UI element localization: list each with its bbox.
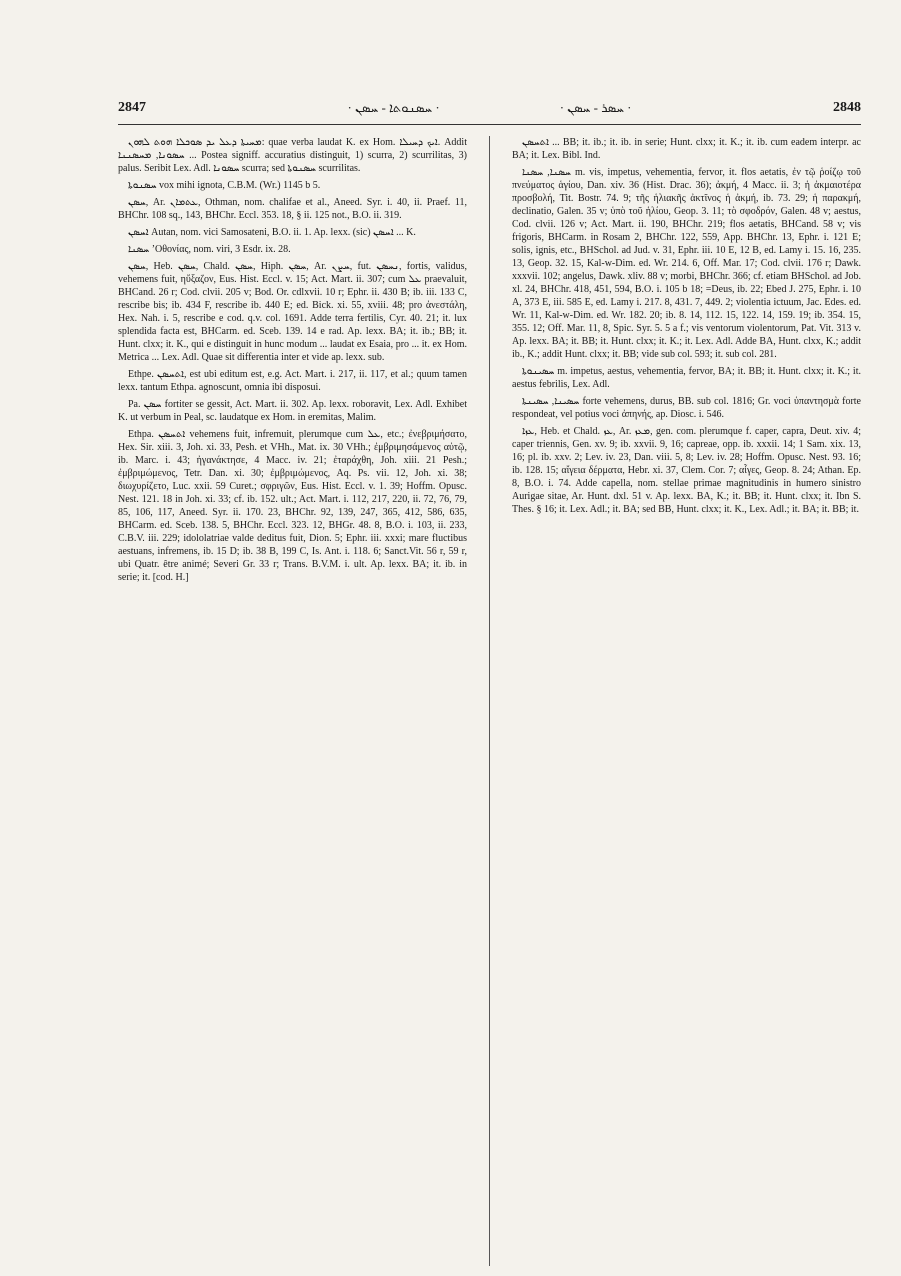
left-column — [118, 136, 467, 1266]
dictionary-entry: ܐܬܚܣܢ ... BB; it. ib.; it. ib. in serie; Hunt. clxx; it. K.; it. ib. cum eadem interpr. ac BA; it. Lex. Bibl. Ind. — [512, 137, 861, 161]
header-titles — [347, 100, 631, 116]
dictionary-entry: ܚܣܢ, Ar. ܥܬܡܐܢ, Othman, nom. chalifae et al., Aneed. Syr. i. 40, ii. Praef. 11, BHChr. 108 sq., 143, BHChr. Eccl. 353. 18, § ii. 125 not., B.O. ii. 319. — [118, 197, 467, 221]
dictionary-entry: Ethpa. ܐܬܚܣܢ vehemens fuit, infremuit, plerumque cum ܥܠ, etc.; ἐνεβριμήσατο, Hex. Sir. xiii. 3, Joh. xi. 33, Pesh. et VHh., Mat. ix. 30 VHh.; ἐμβριμησάμενος αὐτῷ, ib. Marc. i. 43; ἠγανάκτησε, 4 Macc. iv. 21; ἐταράχθη, Joh. xiii. 21 Pesh.; ἐμβριμώμενος, Tetr. Dan. xi. 30; ἐμβριμώμενος, Aq. Ps. vii. 12, Joh. xi. 38; διωχυρίζετο, Luc. xxii. 59 Curet.; σφριγῶν, Eus. Hist. Eccl. v. 1. 39; Hoffm. Opusc. Nest. 121. 18 in Joh. xi. 33; cf. ib. 152. ult.; Act. Mart. i. 112, 217, 220, ii. 72, 76, 79, 85, 106, 117, Aneed. Syr. ii. 170. 23, BHChr. 92, 139, 247, 365, 412, 586, 635, BHCarm. ed. Sceb. 138. 5, BHChr. Eccl. 323. 12, BHGr. 48. 8, B.O. i. 103, ii. 233, C.B.V. iii. 229; idololatriae valde deditus fuit, Dion. 5; Ephr. iii. xxxi; mare fluctibus aestuans, infremens, ib. 15 D; ib. 38 B, 199 C, Is. Ant. i. 118. 6; Sanct.Vit. 56 r, 59 r, ubi Quatr. être animé; Severi Gr. 33 r; Trans. B.V.M. i. ult. Ap. lexx. BA; it. ib. in serie; it. [cod. H.] — [118, 429, 467, 583]
dictionary-entry: Ethpe. ܐܬܚܣܢ, est ubi editum est, e.g. Act. Mart. i. 217, ii. 117, et al.; quum tamen lexx. tantum Ethpa. agnoscunt, omnia ibi disposui. — [118, 369, 467, 393]
dictionary-entry: ܚܣܝܢܐ, ܚܣܝܢܬܐ forte vehemens, durus, BB. sub col. 1816; Gr. voci ὑπαντησμὰ forte respondeat, vel potius voci ἀπηνής, ap. Diosc. i. 546. — [512, 396, 861, 420]
dictionary-entry: ܐܚܣܢ Autan, nom. vici Samosateni, B.O. ii. 1. Ap. lexx. (sic) ܐܚܣܢ ... K. — [128, 227, 416, 238]
page-header — [118, 96, 861, 120]
dictionary-entry: ܚܣܢܐ, ܚܣܢܐ m. vis, impetus, vehementia, fervor, it. flos aetatis, ἐν τῷ ῥοίζῳ τοῦ πνεύματος ἁγίου, Dan. xiv. 36 (Hist. Drac. 36); ἀκμή, 4 Macc. ii. 3; ἡ ἀκμαιοτέρα προσβολή, Tit. Bostr. 74. 9; τῆς ἡλιακῆς ἀκτῖνος ἡ ἀκμή, ib. 73. 29; ἡ παρακμή, declinatio, Galen. 35 v; ὑπὸ τοῦ ἡλίου, Geop. 3. 11; τὸ σφοδρόν, Galen. 48 v; aestus, Cod. clvii. 126 v; Act. Mart. ii. 190, BHChr. 219; flos aetatis, BHCand. 58 v; vis frigoris, BHCarm. in Rosam 2, BHChr. 122, 559, App. BHChr. 13, Ephr. i. 121 E; solis, ignis, etc., BHSchol. ad Jud. v. 31, Ephr. iii. 10 E, 12 B, ed. Lamy i. 15. 16, 235. 13, Geop. 32. 15, Kal-w-Dim. ed. Wr. 214. 6, Off. Mar. 17; Cod. clvii. 176 r; Dawk. xxxvii. 102; angelus, Dawk. xliv. 88 v; morbi, BHChr. 366; cf. etiam BHSchol. ad Job. xl. 24, BHChr. 418, 451, 594, B.O. i. 105 b 18; =Deus, ib. 22; Ebed J. 275, Ephr. i. 10 A, 373 E, iii. 585 E, ed. Lamy i. 217. 8, 431. 7, 449. 2; violentia ictuum, Jac. Edes. ed. Wr. 11, Kal-w-Dim. ed. Wr. 182. 20; ib. 8. 14, 112. 15, 122. 14, 159. 19; ib. 354. 15, 355. 12; Off. Mar. 11, 8, Spic. Syr. 5. 5 a f.; vis ventorum violentorum, Pat. Vit. 313 v. Ap. lexx. BA; it. BB; it. Hunt. clxx; it. K.; it. Lex. Adl. Adde BA, Hunt. clxx, K.; addit ib., K.; addit Hunt. clxx; it. BB; vide sub col. 593; it. sub col. 281. — [512, 167, 861, 360]
dictionary-entry: Pa. ܚܣܢ fortiter se gessit, Act. Mart. ii. 302. Ap. lexx. roboravit, Lex. Adl. Exhibet K. ut verbum in Peal, sc. laudatque ex Hom. in eremitas, Malim. — [118, 399, 467, 423]
two-column-body — [118, 136, 861, 1266]
left-page-number: 2847 — [118, 100, 146, 115]
dictionary-entry: ܚܣܢܘܬܐ vox mihi ignota, C.B.M. (Wr.) 1145 b 5. — [128, 180, 321, 191]
header-rule — [118, 124, 861, 125]
dictionary-entry: ܥܙܐ, Heb. et Chald. ܥܙ, Ar. ܡܥܙ, gen. com. plerumque f. caper, capra, Deut. xiv. 4; caper triennis, Gen. xv. 9; ib. xxvii. 9, 16; capreae, opp. ib. xxxii. 14; 1 Sam. xix. 13, 16; pl. ib. xxv. 2; Lev. iv. 23, Dan. viii. 5, 8; Lev. iv. 28; Hoffm. Opusc. Nest. 93. 16; ib. 128. 15; αἴγεια δέρματα, Hebr. xi. 37, Clem. Cor. 7; αἶγες, Geop. 8. 24; Athan. Ep. 8, B.O. i. 74. Adde capella, nom. stellae primae magnitudinis in humero sinistro Aurigae sitae, Ar. Hunt. dxl. 51 v. Ap. lexx. BA, K.; it. BB; it. Hunt. clxx; it. Ibn S. Thes. § 16; it. Lex. Adl.; it. BA; sed BB, Hunt. clxx; it. K., Lex. Adl.; it. BA; it. BB; it. — [512, 426, 861, 515]
right-running-title: · ܚܣܪ - ܚܣܢ · — [559, 100, 632, 115]
left-running-title: · ܚܣܢܘܬܐ - ܚܣܢ · — [347, 100, 440, 115]
dictionary-entry: ܚܣܢ, Heb. ܚܣܢ, Chald. ܚܣܢ, Hiph. ܚܣܢ, Ar. ܚܨܢ, fut. ܢܚܣܢ, fortis, validus, vehemens fuit, ηὔξαζον, Eus. Hist. Eccl. v. 15; Act. Mart. ii. 307; cum ܥܠ praevaluit, BHCand. 26 r; Cod. clvii. 205 v; Bod. Or. cdlxvii. 10 r; Ephr. ii. 430 B; ib. iii. 133 C, rescribe bis; ib. 434 F, rescribe ib. 440 E; ed. Bick. xi. 55, xviii. 48; pro ἀνεστάλη, Hex. Nah. i. 5, rescribe e cod. q.v. col. 1691. Adde terra fertilis, Cyr. 40. 21; it. lux splendida facta est, BHCarm. ed. Sceb. 139. 14 e rad. Ap. lexx. BA; it. ib.; BB; it. Hunt. clxx; it. K., qui e distinguit in hunc modum ... laudat ex Esaia, pro ... it. ex Hom. Metrica ... Lex. Adl. Quae sit differentia inter et vide ap. lexx. sub. — [118, 261, 467, 363]
right-column — [512, 136, 861, 1266]
right-page-number: 2848 — [832, 100, 861, 115]
column-divider — [489, 136, 490, 1266]
dictionary-entry: ܚܣܝܢܘܬܐ m. impetus, aestus, vehementia, fervor, BA; it. BB; it. Hunt. clxx; it. K.; it. aestus febrilis, Lex. Adl. — [512, 366, 861, 390]
dictionary-entry: ܡܚܝܬܐ ܕܥܠ ܝܕ ܣܘܟܠܐ ܗܘܬ ܠܗܘܢ: quae verba laudat K. ex Hom. ܐܝܟ ܕܚܝܠܐ. Addit ܚܣܘܢܐ, ܡܚܣܢܢܐ ... Postea signiff. accuratius distinguit, 1) scurra, 2) scurrilitas, 3) palus. Seribit Lex. Adl. ܚܣܘܢܐ scurra; sed ܚܣܢܘܬܐ scurrilitas. — [118, 137, 467, 174]
dictionary-entry: ܚܣܢܐ ʼΟθονίας, nom. viri, 3 Esdr. ix. 28. — [128, 244, 291, 255]
